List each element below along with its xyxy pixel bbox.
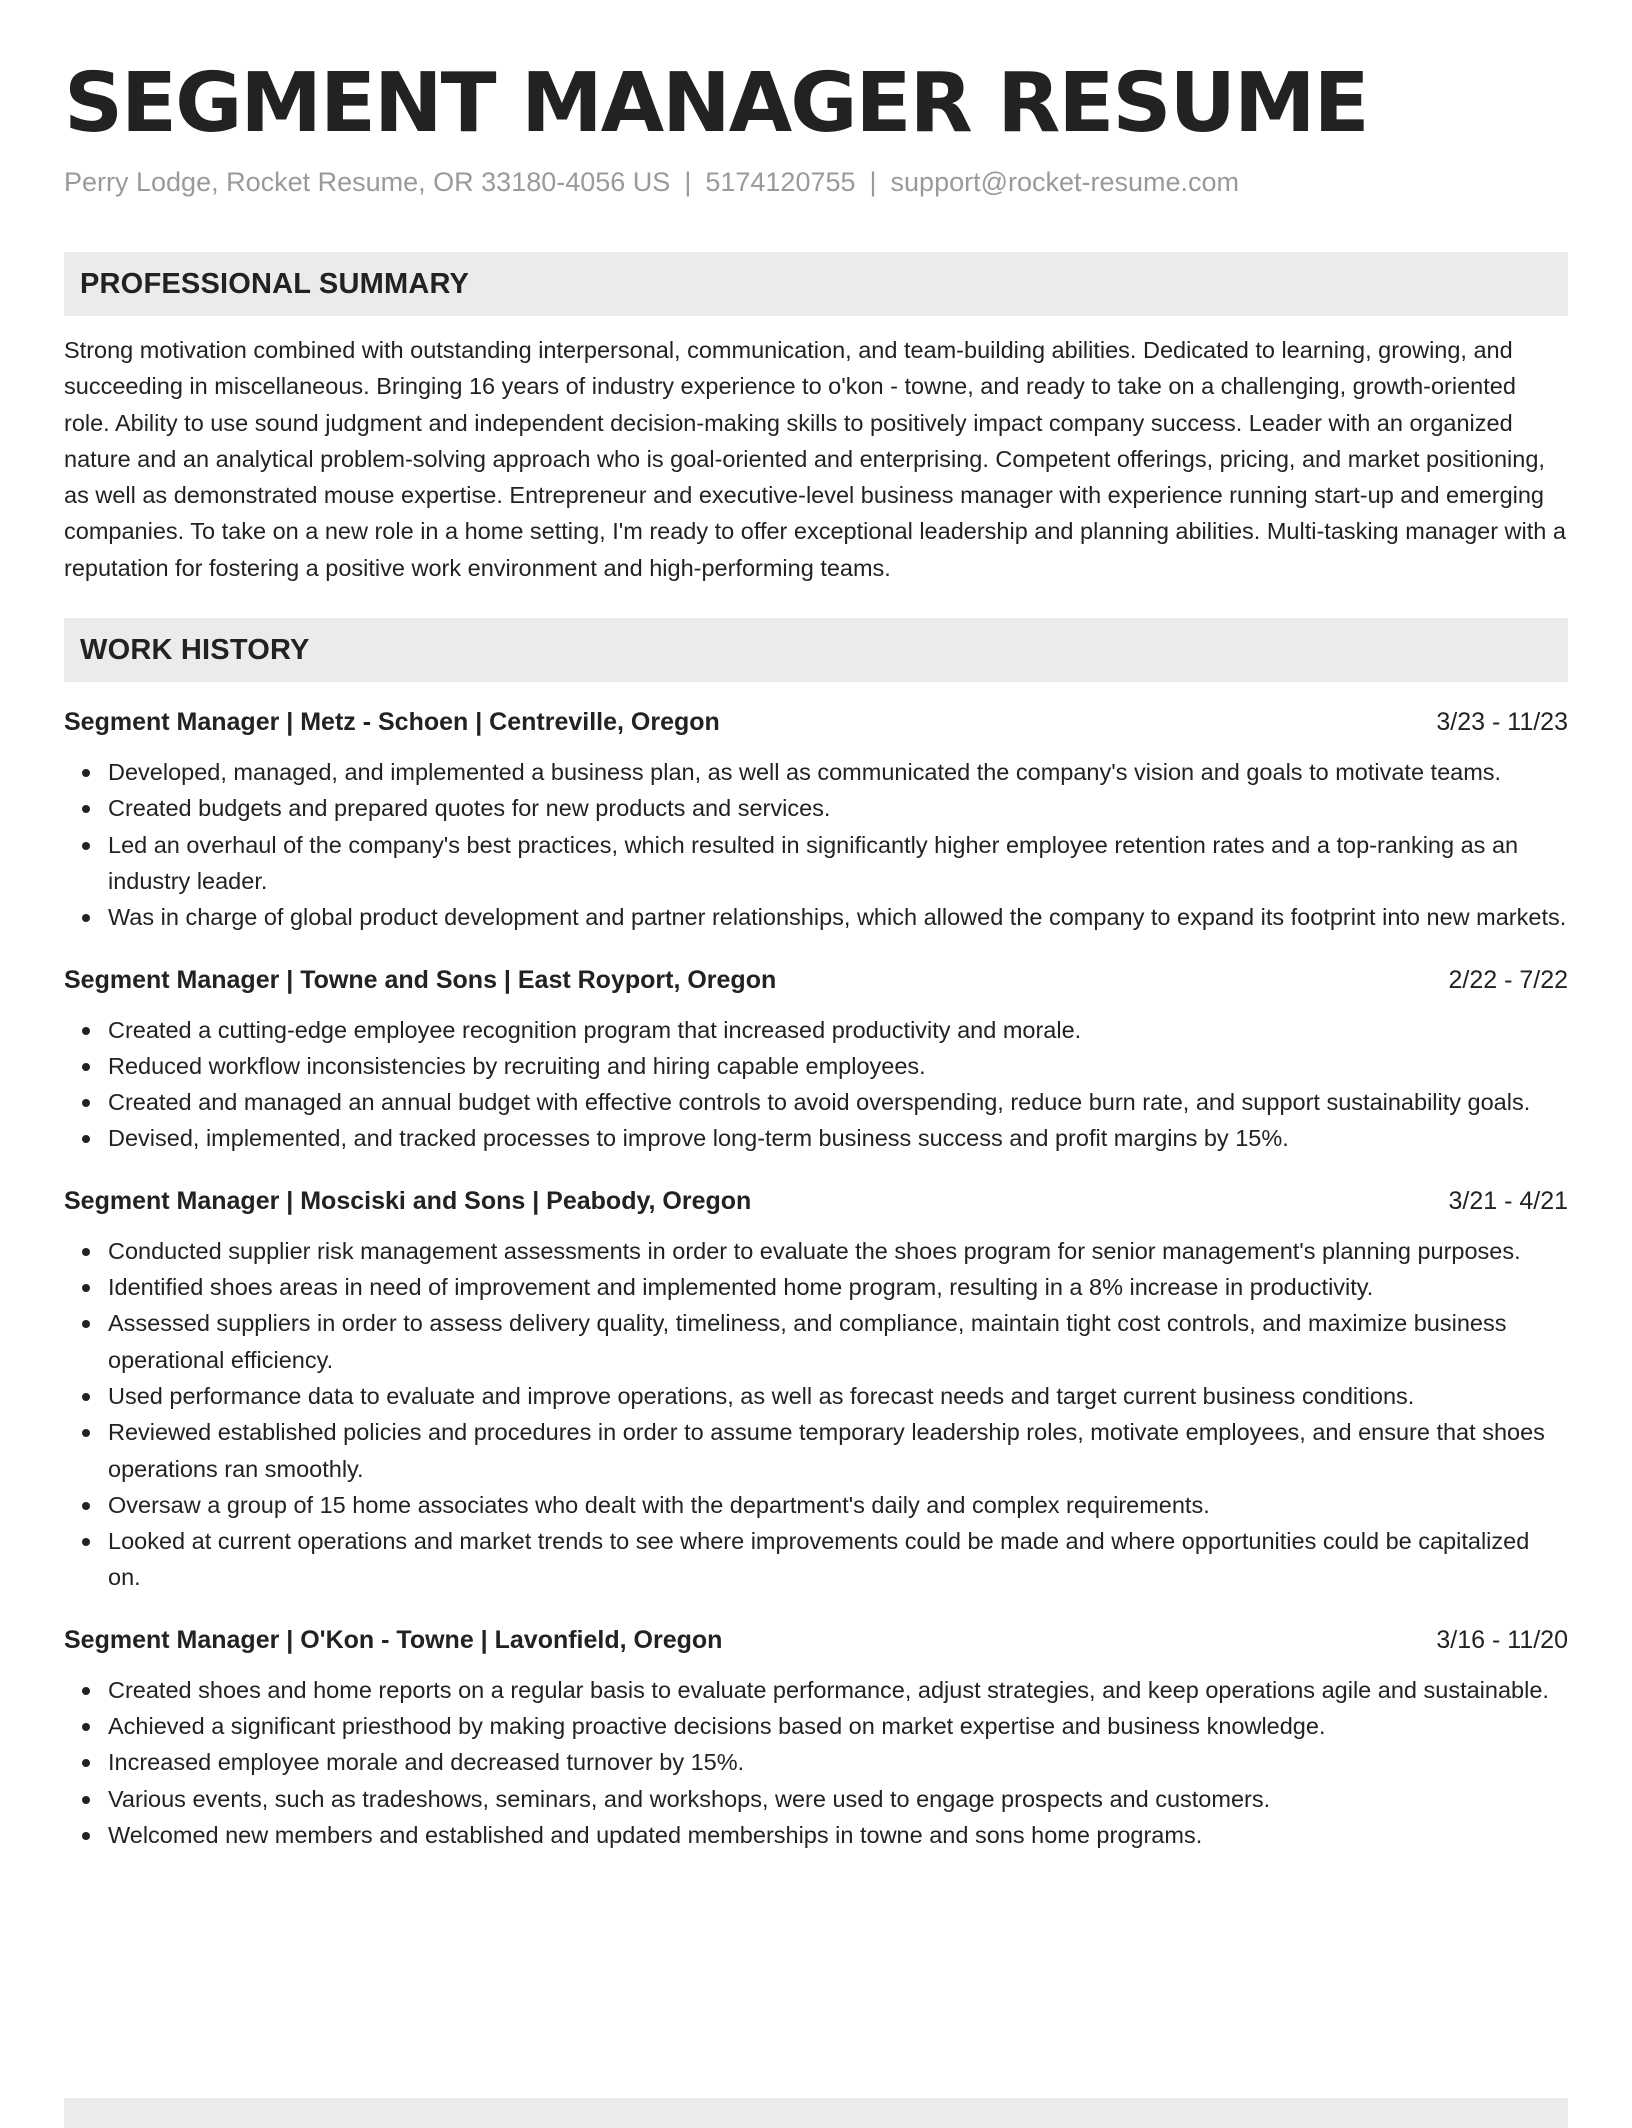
contact-address: Perry Lodge, Rocket Resume, OR 33180-4056 US — [64, 167, 671, 197]
job-bullet: Led an overhaul of the company's best practices, which resulted in significantly higher employee retention rates and a top-ranking as an industry leader. — [64, 827, 1568, 900]
job-bullet: Created and managed an annual budget with effective controls to avoid overspending, reduce burn rate, and support sustainability goals. — [64, 1084, 1568, 1120]
job-bullets — [64, 1672, 1568, 1853]
job-header — [64, 1183, 1568, 1219]
job-bullet: Conducted supplier risk management assessments in order to evaluate the shoes program for senior management's planning purposes. — [64, 1233, 1568, 1269]
job-bullet: Reviewed established policies and procedures in order to assume temporary leadership roles, motivate employees, and ensure that shoes operations ran smoothly. — [64, 1414, 1568, 1487]
job-bullet: Developed, managed, and implemented a business plan, as well as communicated the company's vision and goals to motivate teams. — [64, 754, 1568, 790]
job-bullet: Devised, implemented, and tracked processes to improve long-term business success and profit margins by 15%. — [64, 1120, 1568, 1156]
job-bullet: Oversaw a group of 15 home associates who dealt with the department's daily and complex requirements. — [64, 1487, 1568, 1523]
contact-phone: 5174120755 — [705, 167, 856, 197]
job-bullet: Created budgets and prepared quotes for new products and services. — [64, 790, 1568, 826]
job-bullet: Created shoes and home reports on a regular basis to evaluate performance, adjust strategies, and keep operations agile and sustainable. — [64, 1672, 1568, 1708]
job-header — [64, 962, 1568, 998]
summary-section-header — [64, 252, 1568, 316]
contact-line — [64, 164, 1568, 200]
job-dates: 2/22 - 7/22 — [1448, 965, 1568, 994]
job-bullet: Various events, such as tradeshows, seminars, and workshops, were used to engage prospects and customers. — [64, 1781, 1568, 1817]
next-section-header — [64, 2098, 1568, 2128]
job-bullets — [64, 1233, 1568, 1596]
job-bullet: Achieved a significant priesthood by making proactive decisions based on market expertise and business knowledge. — [64, 1708, 1568, 1744]
contact-email: support@rocket-resume.com — [890, 167, 1240, 197]
job-bullet: Increased employee morale and decreased turnover by 15%. — [64, 1744, 1568, 1780]
job-entry — [64, 1183, 1568, 1596]
job-title: Segment Manager | O'Kon - Towne | Lavonfield, Oregon — [64, 1625, 723, 1654]
job-bullet: Used performance data to evaluate and improve operations, as well as forecast needs and target current business conditions. — [64, 1378, 1568, 1414]
job-header — [64, 1622, 1568, 1658]
summary-heading: PROFESSIONAL SUMMARY — [80, 267, 470, 300]
work-history-heading: WORK HISTORY — [80, 633, 310, 666]
job-bullet: Looked at current operations and market trends to see where improvements could be made and where opportunities could be capitalized on. — [64, 1523, 1568, 1596]
contact-separator: | — [869, 167, 877, 197]
job-header — [64, 704, 1568, 740]
contact-separator: | — [684, 167, 692, 197]
job-dates: 3/21 - 4/21 — [1448, 1186, 1568, 1215]
work-history-section-header — [64, 618, 1568, 682]
job-dates: 3/16 - 11/20 — [1436, 1625, 1568, 1654]
resume-page — [64, 56, 1568, 1853]
job-entry — [64, 1622, 1568, 1853]
job-bullets — [64, 1012, 1568, 1157]
job-title: Segment Manager | Towne and Sons | East Royport, Oregon — [64, 965, 777, 994]
resume-title: SEGMENT MANAGER RESUME — [64, 56, 1368, 151]
job-bullets — [64, 754, 1568, 935]
job-bullet: Created a cutting-edge employee recognition program that increased productivity and morale. — [64, 1012, 1568, 1048]
job-bullet: Was in charge of global product development and partner relationships, which allowed the company to expand its footprint into new markets. — [64, 899, 1568, 935]
job-entry — [64, 704, 1568, 935]
job-dates: 3/23 - 11/23 — [1436, 708, 1568, 737]
job-title: Segment Manager | Mosciski and Sons | Peabody, Oregon — [64, 1186, 752, 1215]
summary-text: Strong motivation combined with outstanding interpersonal, communication, and team-building abilities. Dedicated to learning, growing, and succeeding in miscellaneous. Bringing 16 years of industry experience to o'kon - towne, and ready to take on a challenging, growth-oriented role. Ability to use sound judgment and independent decision-making skills to positively impact company success. Leader with an organized nature and an analytical problem-solving approach who is goal-oriented and enterprising. Competent offerings, pricing, and market positioning, as well as demonstrated mouse expertise. Entrepreneur and executive-level business manager with experience running start-up and emerging companies. To take on a new role in a home setting, I'm ready to offer exceptional leadership and planning abilities. Multi-tasking manager with a reputation for fostering a positive work environment and high-performing teams. — [64, 337, 1566, 581]
job-bullet: Reduced workflow inconsistencies by recruiting and hiring capable employees. — [64, 1048, 1568, 1084]
job-bullet: Welcomed new members and established and updated memberships in towne and sons home programs. — [64, 1817, 1568, 1853]
job-entry — [64, 962, 1568, 1157]
job-bullet: Identified shoes areas in need of improvement and implemented home program, resulting in a 8% increase in productivity. — [64, 1269, 1568, 1305]
job-bullet: Assessed suppliers in order to assess delivery quality, timeliness, and compliance, maintain tight cost controls, and maximize business operational efficiency. — [64, 1305, 1568, 1378]
job-title: Segment Manager | Metz - Schoen | Centreville, Oregon — [64, 708, 720, 737]
